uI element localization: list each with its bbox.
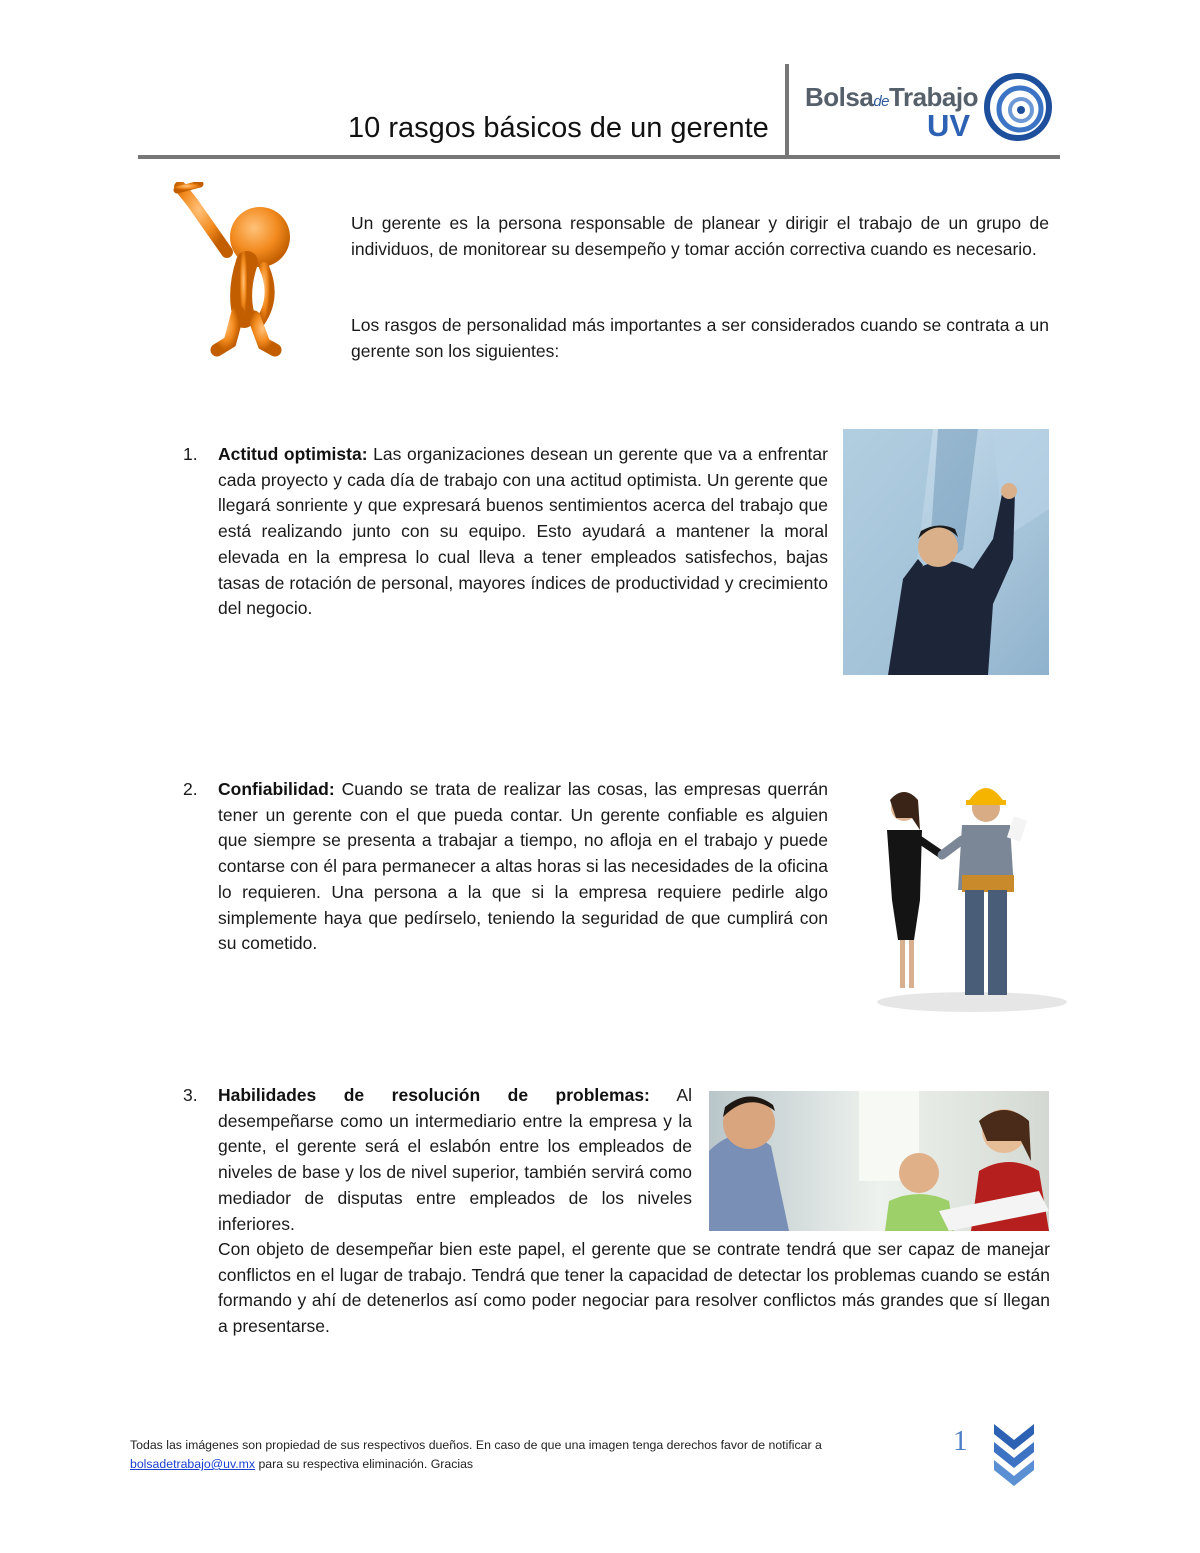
item-number: 1. bbox=[183, 444, 198, 464]
orange-figure-pointing-icon bbox=[172, 182, 302, 357]
logo-spiral-icon bbox=[983, 72, 1053, 142]
item-text: Al desempeñarse como un intermediario entre la empresa y la gente, el gerente será el eslabón entre los empleados de niveles de base y los de nivel superior, también servirá como mediador de disputas entre empleados de los niveles inferiores. bbox=[218, 1085, 692, 1234]
item-heading: Actitud optimista: bbox=[218, 444, 368, 464]
list-item-3-continuation: Con objeto de desempeñar bien este papel, el gerente que se contrate tendrá que ser capaz de manejar conflictos en el lugar de trabajo. Tendrá que tener la capacidad de detectar los problemas cuando se están formando y ahí de detenerlos así como poder negociar para resolver conflictos más grandes que sí llegan a presentarse. bbox=[218, 1239, 1050, 1337]
footer-line-2 bbox=[130, 1455, 930, 1474]
item-text: Las organizaciones desean un gerente que va a enfrentar cada proyecto y cada día de trabajo con una actitud optimista. Un gerente que llegará sonriente y que expresará buenos sentimientos acerca del trabajo que está realizando junto con su equipo. Esto ayudará a mantener la moral elevada en la empresa lo cual lleva a tener empleados satisfechos, bajas tasas de rotación de personal, mayores índices de productividad y crecimiento del negocio. bbox=[218, 444, 828, 619]
team-meeting-photo bbox=[709, 1091, 1049, 1231]
footer-line-1: Todas las imágenes son propiedad de sus respectivos dueños. En caso de que una imagen tenga derechos favor de notificar a bbox=[130, 1438, 822, 1452]
list-item-2 bbox=[183, 777, 828, 957]
intro-paragraph-2: Los rasgos de personalidad más importantes a ser considerados cuando se contrata a un gerente son los siguientes: bbox=[351, 315, 1049, 361]
header-divider-vertical bbox=[785, 64, 789, 156]
logo-uv: UV bbox=[927, 108, 971, 143]
optimistic-businessman-photo bbox=[843, 429, 1049, 675]
logo-text: BolsadeTrabajo bbox=[805, 82, 978, 112]
item-heading: Confiabilidad: bbox=[218, 779, 335, 799]
list-item-1 bbox=[183, 442, 828, 622]
item-heading: Habilidades de resolución de problemas: bbox=[218, 1085, 650, 1105]
bolsa-de-trabajo-logo bbox=[795, 70, 1060, 150]
page-number: 1 bbox=[953, 1425, 968, 1457]
footer-email-link[interactable]: bolsadetrabajo@uv.mx bbox=[130, 1457, 256, 1471]
footer-disclaimer bbox=[130, 1436, 930, 1474]
handshake-worker-photo bbox=[862, 770, 1067, 1015]
chevron-down-icon bbox=[990, 1420, 1038, 1490]
item-number: 2. bbox=[183, 779, 198, 799]
intro-paragraph-1: Un gerente es la persona responsable de planear y dirigir el trabajo de un grupo de individuos, de monitorear su desempeño y tomar acción correctiva cuando es necesario. bbox=[351, 213, 1049, 259]
item-number: 3. bbox=[183, 1085, 198, 1105]
page-title: 10 rasgos básicos de un gerente bbox=[348, 112, 769, 144]
footer-line-2-text: para su respectiva eliminación. Gracias bbox=[255, 1457, 474, 1471]
list-item-3 bbox=[183, 1083, 692, 1237]
header-divider bbox=[138, 155, 1060, 159]
item-text: Cuando se trata de realizar las cosas, las empresas querrán tener un gerente con el que pueda contar. Un gerente confiable es alguien que siempre se presenta a trabajar a tiempo, no afloja en el trabajo y puede contarse con él para permanecer a altas horas si las necesidades de la oficina lo requieren. Una persona a la que si la empresa requiere pedirle algo simplemente haya que pedírselo, teniendo la seguridad de que cumplirá con su cometido. bbox=[218, 779, 828, 954]
